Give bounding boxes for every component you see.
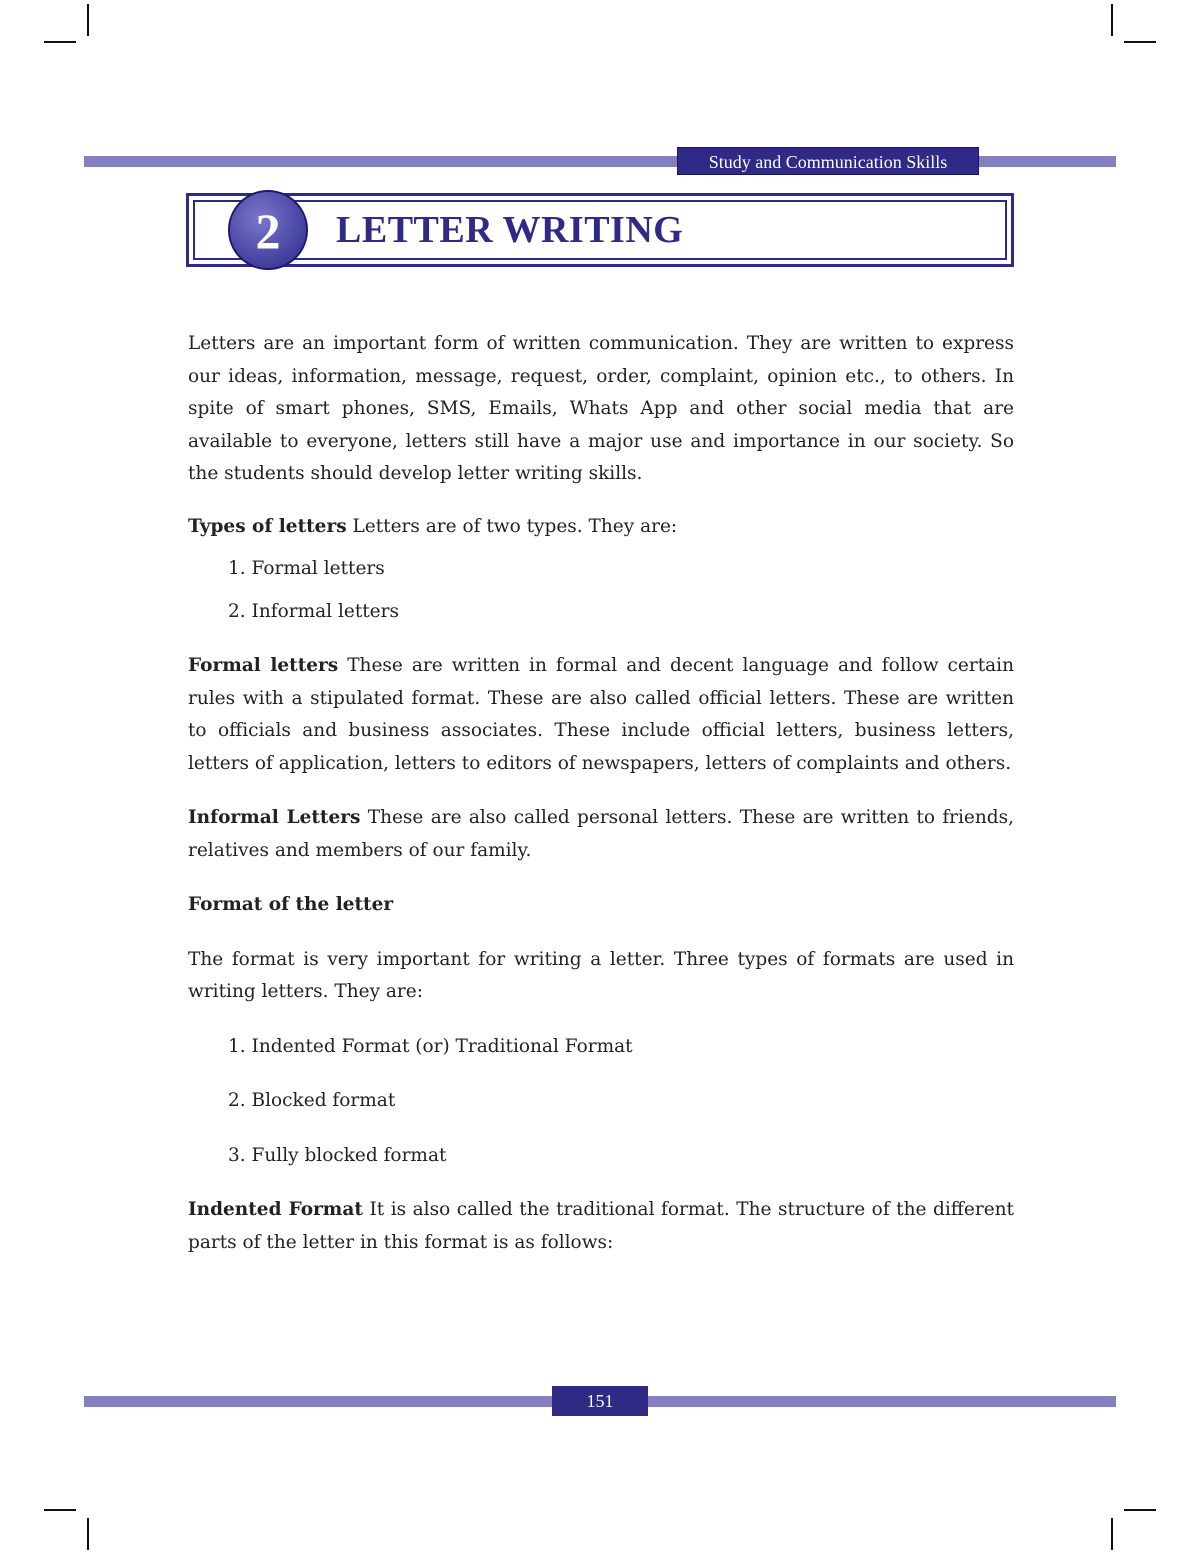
informal-text: These are also called personal letters. These are written to friends, relatives and members of our family. [188,807,1015,861]
crop-mark [1124,1509,1156,1511]
informal-paragraph [188,802,1014,867]
list-item: 3. Fully blocked format [228,1144,447,1166]
indented-text: It is also called the traditional format. The structure of the different parts of the letter in this format is as follows: [188,1199,1014,1253]
indented-heading: Indented Format [188,1199,363,1220]
list-item: 2. Blocked format [228,1090,396,1111]
format-heading: Format of the letter [188,894,394,915]
crop-mark [1111,1518,1113,1550]
types-text: Letters are of two types. They are: [346,515,678,537]
running-header: Study and Communication Skills [677,147,979,175]
informal-heading: Informal Letters [188,807,361,828]
list-item: 1. Indented Format (or) Traditional Format [228,1035,633,1057]
crop-mark [1124,41,1156,43]
formal-text: These are written in formal and decent language and follow certain rules with a stipulated format. These are also called official letters. These are written to officials and business associates. These include official letters, business letters, letters of application, letters to editors of newspapers, letters of complaints and others. [188,655,1014,774]
types-heading: Types of letters [188,515,347,537]
types-paragraph [188,511,1014,544]
crop-mark [87,1518,89,1550]
indented-paragraph [188,1194,1014,1259]
crop-mark [44,1509,76,1511]
chapter-title: LETTER WRITING [336,209,684,251]
crop-mark [87,4,89,36]
page-body [188,328,1014,1259]
intro-paragraph: Letters are an important form of written communication. They are written to express our ideas, information, message, request, order, complaint, opinion etc., to others. In spite of smart phones, SMS, Emails, Whats App and other social media that are available to everyone, letters still have a major use and importance in our society. So the students should develop letter writing skills. [188,333,1014,484]
format-paragraph: The format is very important for writing a letter. Three types of formats are used in writing letters. They are: [188,948,1014,1002]
formal-paragraph [188,650,1014,780]
list-item: 2. Informal letters [228,600,399,622]
chapter-number-badge: 2 [228,190,308,270]
crop-mark [1111,4,1113,36]
list-item: 1. Formal letters [228,558,385,579]
page-number: 151 [552,1386,648,1416]
crop-mark [44,41,76,43]
formal-heading: Formal letters [188,655,339,676]
